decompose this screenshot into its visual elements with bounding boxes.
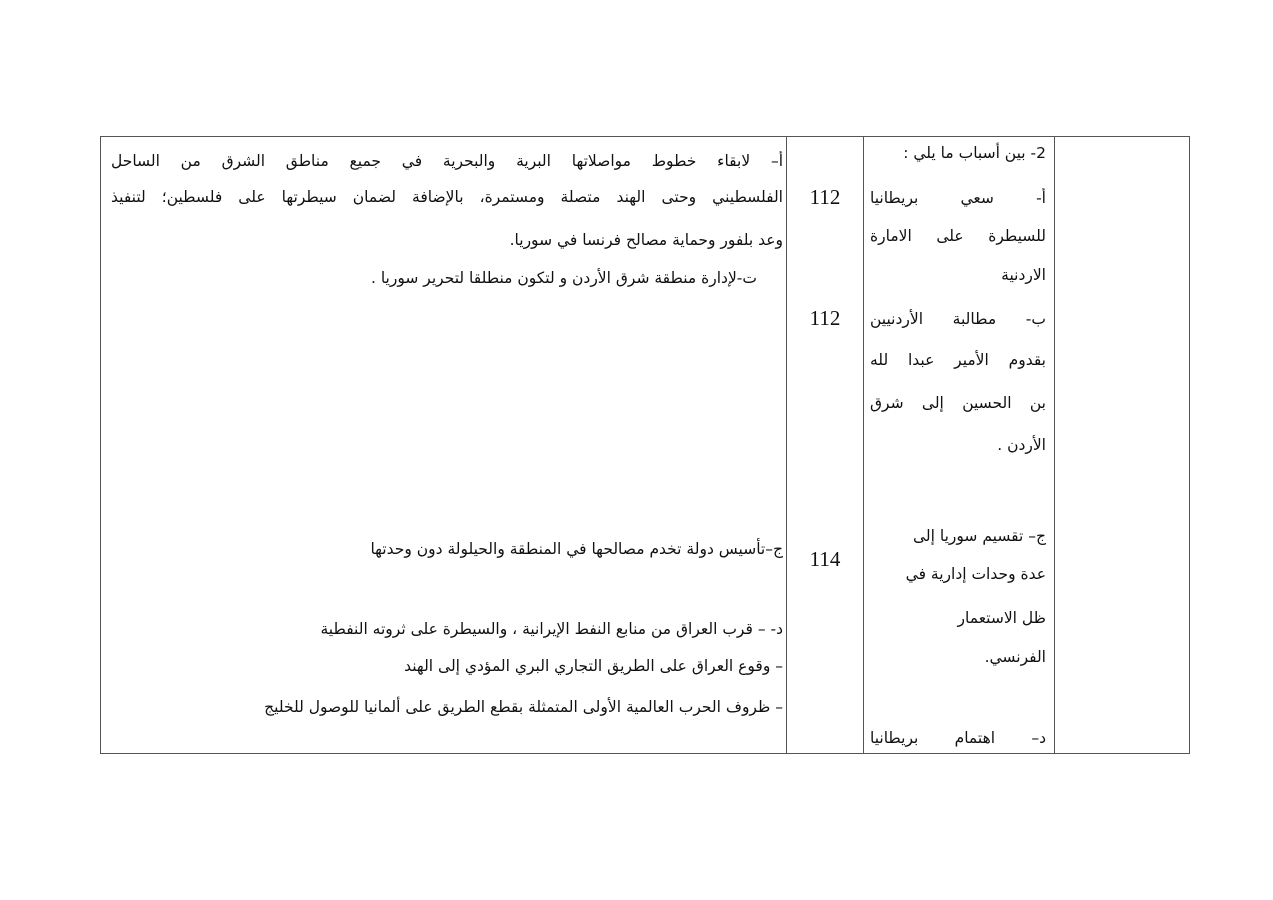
answer-a-line-1: أ– لابقاء خطوط مواصلاتها البرية والبحرية في جميع مناطق الشرق من الساحل — [111, 152, 783, 170]
column-divider — [1054, 137, 1055, 753]
answer-d-line-3: – ظروف الحرب العالمية الأولى المتمثلة بقطع الطريق على ألمانيا للوصول للخليج — [264, 698, 783, 716]
page-number: 112 — [809, 306, 841, 330]
question-a-line-2: للسيطرة على الامارة — [870, 227, 1046, 245]
answer-d-line-1: د- – قرب العراق من منابع النفط الإيرانية ، والسيطرة على ثروته النفطية — [320, 620, 783, 638]
question-a-line-3: الاردنية — [1001, 266, 1046, 284]
question-b-line-2: بقدوم الأمير عبدا لله — [870, 351, 1046, 369]
document-table — [100, 136, 1190, 754]
question-c-line-4: الفرنسي. — [984, 648, 1046, 666]
question-c-line-2: عدة وحدات إدارية في — [905, 565, 1046, 583]
question-c-line-1: ج– تقسيم سوريا إلى — [913, 527, 1046, 545]
question-b-line-3: بن الحسين إلى شرق — [870, 394, 1046, 412]
question-b-line-4: الأردن . — [997, 436, 1046, 454]
page-number: 112 — [809, 185, 841, 209]
answer-t-line: ت-لإدارة منطقة شرق الأردن و لتكون منطلقا لتحرير سوريا . — [370, 269, 757, 287]
page-number: 114 — [809, 547, 841, 571]
answer-d-line-2: – وقوع العراق على الطريق التجاري البري المؤدي إلى الهند — [404, 657, 783, 675]
question-b-line-1: ب- مطالبة الأردنيين — [870, 310, 1046, 328]
answer-a-line-2: الفلسطيني وحتى الهند متصلة ومستمرة، بالإضافة لضمان سيطرتها على فلسطين؛ لتنفيذ — [111, 188, 783, 206]
question-a-line-1: أ- سعي بريطانيا — [870, 189, 1046, 207]
question-c-line-3: ظل الاستعمار — [957, 609, 1046, 627]
answer-j-line: ج–تأسيس دولة تخدم مصالحها في المنطقة والحيلولة دون وحدتها — [370, 540, 783, 558]
question-d-line-1: د– اهتمام بريطانيا — [870, 729, 1046, 747]
answer-a-line-3: وعد بلفور وحماية مصالح فرنسا في سوريا. — [509, 231, 783, 249]
column-divider — [863, 137, 864, 753]
question-heading: 2- بين أسباب ما يلي : — [903, 144, 1046, 162]
column-divider — [786, 137, 787, 753]
